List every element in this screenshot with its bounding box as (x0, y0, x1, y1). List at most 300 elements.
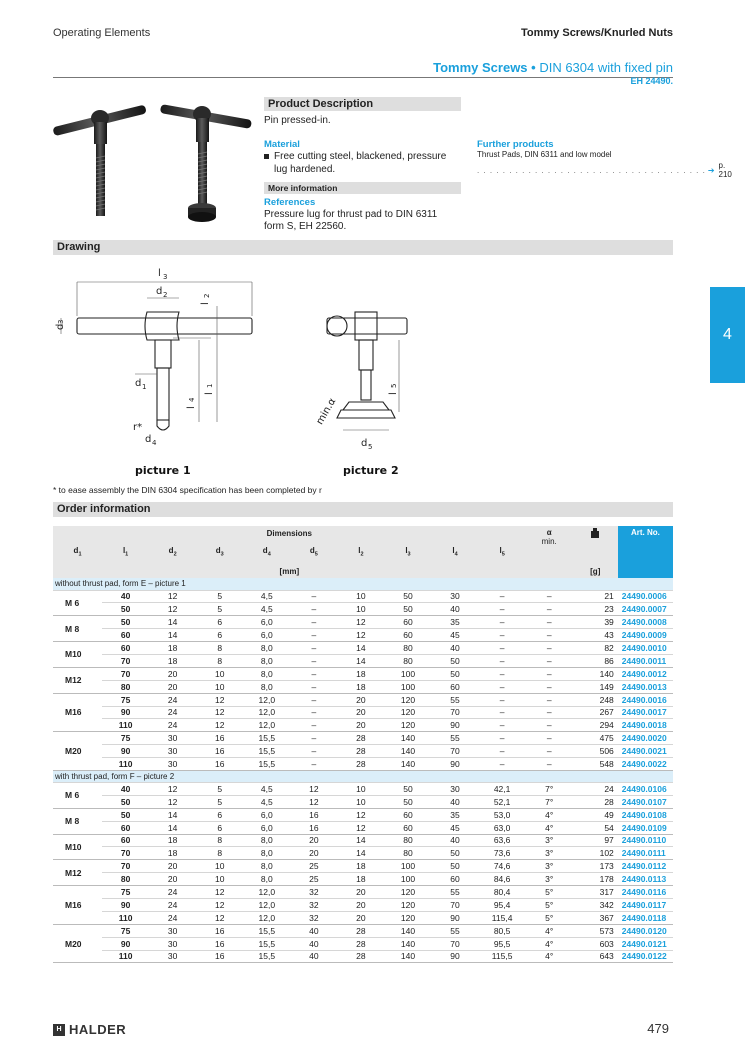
value-cell: – (290, 590, 337, 603)
value-cell: 4° (526, 821, 573, 834)
value-cell: 70 (432, 745, 479, 758)
value-cell: 40 (290, 937, 337, 950)
value-cell: 50 (384, 795, 431, 808)
weight-cell: 86 (573, 654, 618, 667)
value-cell: 8,0 (243, 642, 290, 655)
weight-unit-label: [g] (573, 564, 618, 578)
article-number-link[interactable]: 24490.0016 (618, 693, 673, 706)
brand-name: HALDER (69, 1022, 127, 1037)
length-cell: 90 (102, 706, 149, 719)
value-cell: 120 (384, 898, 431, 911)
value-cell: 15,5 (243, 924, 290, 937)
value-cell: 4° (526, 924, 573, 937)
value-cell: 40 (290, 924, 337, 937)
drawing-footnote: * to ease assembly the DIN 6304 specification has been completed by r (53, 485, 322, 495)
value-cell: – (479, 603, 526, 616)
value-cell: 6 (196, 629, 243, 642)
further-products-heading: Further products (477, 139, 554, 150)
article-number-link[interactable]: 24490.0116 (618, 886, 673, 899)
product-description-text: Pin pressed-in. (264, 115, 331, 126)
value-cell: 30 (149, 950, 196, 963)
article-number-link[interactable]: 24490.0006 (618, 590, 673, 603)
value-cell: 18 (337, 667, 384, 680)
value-cell: 70 (432, 898, 479, 911)
value-cell: 24 (149, 706, 196, 719)
article-number-link[interactable]: 24490.0121 (618, 937, 673, 950)
column-header-d1: $d_1$ (53, 540, 102, 564)
value-cell: 42,1 (479, 782, 526, 795)
table-row (53, 860, 673, 873)
value-cell: 12 (149, 795, 196, 808)
weight-cell: 23 (573, 603, 618, 616)
weight-column-header (573, 540, 618, 564)
value-cell: 30 (149, 732, 196, 745)
weight-cell: 173 (573, 860, 618, 873)
value-cell: – (526, 590, 573, 603)
value-cell: 60 (384, 808, 431, 821)
length-cell: 40 (102, 590, 149, 603)
svg-text:1: 1 (206, 383, 214, 388)
value-cell: 30 (149, 758, 196, 771)
value-cell: 60 (384, 616, 431, 629)
thread-size-cell: M12 (53, 860, 102, 886)
thread-size-cell: M10 (53, 834, 102, 860)
value-cell: 60 (384, 821, 431, 834)
weight-cell: 43 (573, 629, 618, 642)
value-cell: 60 (432, 680, 479, 693)
length-cell: 40 (102, 782, 149, 795)
value-cell: 4,5 (243, 795, 290, 808)
length-cell: 60 (102, 642, 149, 655)
value-cell: 20 (149, 667, 196, 680)
thread-size-cell: M 8 (53, 808, 102, 834)
value-cell: 40 (290, 950, 337, 963)
value-cell: 30 (432, 590, 479, 603)
value-cell: – (479, 706, 526, 719)
value-cell: – (526, 667, 573, 680)
value-cell: – (526, 603, 573, 616)
value-cell: – (290, 719, 337, 732)
length-cell: 70 (102, 654, 149, 667)
weight-header (573, 526, 618, 540)
length-cell: 80 (102, 680, 149, 693)
value-cell: 140 (384, 732, 431, 745)
value-cell: 30 (432, 782, 479, 795)
weight-cell: 294 (573, 719, 618, 732)
value-cell: – (479, 745, 526, 758)
further-products-link[interactable] (477, 161, 732, 179)
value-cell: 14 (149, 616, 196, 629)
value-cell: 120 (384, 693, 431, 706)
value-cell: 4,5 (243, 590, 290, 603)
article-number-link[interactable]: 24490.0011 (618, 654, 673, 667)
svg-text:3: 3 (57, 319, 65, 324)
references-line-2: form S, EH 22560. (264, 221, 347, 232)
value-cell: 12 (337, 616, 384, 629)
value-cell: 32 (290, 911, 337, 924)
value-cell: 12 (337, 808, 384, 821)
value-cell: 50 (384, 590, 431, 603)
value-cell: 14 (337, 834, 384, 847)
length-cell: 110 (102, 719, 149, 732)
value-cell: – (479, 667, 526, 680)
length-cell: 80 (102, 873, 149, 886)
chapter-tab[interactable]: 4 (710, 287, 745, 383)
svg-text:r*: r* (133, 422, 143, 433)
value-cell: 16 (290, 808, 337, 821)
article-number-link[interactable]: 24490.0009 (618, 629, 673, 642)
value-cell: 12,0 (243, 693, 290, 706)
value-cell: 20 (337, 719, 384, 732)
value-cell: 80 (384, 847, 431, 860)
value-cell: – (479, 629, 526, 642)
value-cell: 12 (290, 782, 337, 795)
svg-text:min.α: min.α (314, 396, 339, 427)
svg-text:2: 2 (163, 291, 168, 299)
weight-cell: 506 (573, 745, 618, 758)
value-cell: 18 (149, 642, 196, 655)
product-title (433, 60, 673, 75)
article-number-link[interactable]: 24490.0120 (618, 924, 673, 937)
value-cell: – (290, 603, 337, 616)
value-cell: 8 (196, 834, 243, 847)
header-section-title: Operating Elements (53, 27, 151, 39)
value-cell: 16 (196, 924, 243, 937)
value-cell: 8,0 (243, 667, 290, 680)
value-cell: 6 (196, 808, 243, 821)
value-cell: 6,0 (243, 629, 290, 642)
value-cell: – (479, 719, 526, 732)
table-row (53, 680, 673, 693)
value-cell: 16 (196, 937, 243, 950)
length-cell: 90 (102, 898, 149, 911)
length-cell: 75 (102, 693, 149, 706)
length-cell: 60 (102, 834, 149, 847)
length-cell: 90 (102, 745, 149, 758)
value-cell: 5 (196, 782, 243, 795)
value-cell: 35 (432, 616, 479, 629)
length-cell: 70 (102, 667, 149, 680)
value-cell: 10 (337, 795, 384, 808)
value-cell: – (290, 745, 337, 758)
value-cell: 115,4 (479, 911, 526, 924)
halder-logo-icon: H (53, 1024, 65, 1036)
references-line-1: Pressure lug for thrust pad to DIN 6311 (264, 209, 438, 220)
value-cell: 100 (384, 667, 431, 680)
value-cell: 14 (149, 821, 196, 834)
value-cell: 6 (196, 821, 243, 834)
value-cell: 18 (337, 860, 384, 873)
value-cell: 40 (432, 603, 479, 616)
value-cell: 60 (384, 629, 431, 642)
value-cell: 95,5 (479, 937, 526, 950)
table-row (53, 693, 673, 706)
table-row (53, 629, 673, 642)
length-cell: 110 (102, 950, 149, 963)
value-cell: 14 (337, 847, 384, 860)
table-row (53, 706, 673, 719)
value-cell: – (526, 616, 573, 629)
value-cell: 3° (526, 860, 573, 873)
value-cell: 16 (196, 732, 243, 745)
article-number-link[interactable]: 24490.0012 (618, 667, 673, 680)
value-cell: 120 (384, 886, 431, 899)
svg-text:4: 4 (152, 439, 157, 447)
value-cell: 5° (526, 898, 573, 911)
value-cell: 45 (432, 821, 479, 834)
article-number-link[interactable]: 24490.0017 (618, 706, 673, 719)
value-cell: 12,0 (243, 706, 290, 719)
value-cell: 15,5 (243, 758, 290, 771)
value-cell: 40 (432, 795, 479, 808)
thread-size-cell: M 8 (53, 616, 102, 642)
weight-cell: 140 (573, 667, 618, 680)
value-cell: 8,0 (243, 654, 290, 667)
length-cell: 70 (102, 860, 149, 873)
weight-cell: 342 (573, 898, 618, 911)
value-cell: 74,6 (479, 860, 526, 873)
value-cell: 100 (384, 873, 431, 886)
more-information-heading: More information (264, 182, 461, 194)
length-cell: 50 (102, 808, 149, 821)
article-number-link[interactable]: 24490.0108 (618, 808, 673, 821)
article-number-link[interactable]: 24490.0109 (618, 821, 673, 834)
value-cell: 24 (149, 898, 196, 911)
article-number-link[interactable]: 24490.0112 (618, 860, 673, 873)
article-number-link[interactable]: 24490.0113 (618, 873, 673, 886)
value-cell: 20 (337, 706, 384, 719)
value-cell: 6,0 (243, 821, 290, 834)
table-row (53, 937, 673, 950)
value-cell: 50 (432, 667, 479, 680)
value-cell: 50 (432, 860, 479, 873)
weight-cell: 475 (573, 732, 618, 745)
weight-cell: 248 (573, 693, 618, 706)
value-cell: 24 (149, 693, 196, 706)
article-number-link[interactable]: 24490.0020 (618, 732, 673, 745)
value-cell: 12 (196, 911, 243, 924)
value-cell: 12 (196, 719, 243, 732)
length-cell: 110 (102, 911, 149, 924)
value-cell: 140 (384, 950, 431, 963)
order-table (53, 526, 673, 963)
value-cell: – (479, 654, 526, 667)
value-cell: 53,0 (479, 808, 526, 821)
table-row (53, 745, 673, 758)
value-cell: 28 (337, 950, 384, 963)
value-cell: 12 (337, 821, 384, 834)
material-line-2: lug hardened. (274, 163, 336, 175)
value-cell: 20 (290, 834, 337, 847)
value-cell: 15,5 (243, 950, 290, 963)
value-cell: 14 (149, 629, 196, 642)
value-cell: 73,6 (479, 847, 526, 860)
value-cell: 140 (384, 924, 431, 937)
length-cell: 75 (102, 886, 149, 899)
value-cell: 80 (384, 834, 431, 847)
value-cell: 50 (432, 847, 479, 860)
group-title: without thrust pad, form E – picture 1 (53, 578, 673, 590)
svg-text:5: 5 (368, 443, 373, 451)
value-cell: 3° (526, 847, 573, 860)
value-cell: 12 (290, 795, 337, 808)
value-cell: 24 (149, 719, 196, 732)
value-cell: 100 (384, 860, 431, 873)
value-cell: – (526, 745, 573, 758)
bullet-square-icon (264, 154, 269, 159)
table-row (53, 795, 673, 808)
page-number: 479 (647, 1021, 669, 1036)
value-cell: 55 (432, 693, 479, 706)
table-row (53, 782, 673, 795)
table-row (53, 821, 673, 834)
table-row (53, 950, 673, 963)
column-header-l5: $l_5$ (479, 540, 526, 564)
value-cell: 80,5 (479, 924, 526, 937)
value-cell: 80 (384, 654, 431, 667)
weight-cell: 643 (573, 950, 618, 963)
article-number-link[interactable]: 24490.0107 (618, 795, 673, 808)
value-cell: 28 (337, 937, 384, 950)
value-cell: 5° (526, 911, 573, 924)
value-cell: 95,4 (479, 898, 526, 911)
length-cell: 50 (102, 795, 149, 808)
column-header-d4: $d_4$ (243, 540, 290, 564)
value-cell: 45 (432, 629, 479, 642)
value-cell: 70 (432, 937, 479, 950)
length-cell: 75 (102, 924, 149, 937)
weight-cell: 97 (573, 834, 618, 847)
length-cell: 90 (102, 937, 149, 950)
order-table-body (53, 578, 673, 963)
value-cell: 10 (337, 603, 384, 616)
table-row (53, 758, 673, 771)
value-cell: 20 (149, 680, 196, 693)
weight-cell: 82 (573, 642, 618, 655)
halder-logo (53, 1022, 126, 1037)
column-header-l2: $l_2$ (337, 540, 384, 564)
value-cell: 28 (337, 758, 384, 771)
value-cell: 63,0 (479, 821, 526, 834)
article-number-link[interactable]: 24490.0106 (618, 782, 673, 795)
length-cell: 60 (102, 821, 149, 834)
value-cell: 30 (149, 937, 196, 950)
value-cell: – (479, 616, 526, 629)
value-cell: 12 (149, 590, 196, 603)
value-cell: 20 (149, 873, 196, 886)
value-cell: 18 (337, 873, 384, 886)
value-cell: 55 (432, 924, 479, 937)
article-number-link[interactable]: 24490.0022 (618, 758, 673, 771)
value-cell: 10 (337, 782, 384, 795)
drawing-heading: Drawing (53, 240, 673, 255)
value-cell: – (479, 590, 526, 603)
svg-text:d: d (361, 438, 368, 449)
value-cell: 15,5 (243, 732, 290, 745)
thread-size-cell: M 6 (53, 590, 102, 616)
length-cell: 50 (102, 603, 149, 616)
value-cell: 12 (337, 629, 384, 642)
column-header-d2: $d_2$ (149, 540, 196, 564)
table-row (53, 847, 673, 860)
value-cell: – (290, 629, 337, 642)
value-cell: 55 (432, 732, 479, 745)
svg-text:5: 5 (390, 383, 398, 388)
group-row (53, 770, 673, 782)
value-cell: 6 (196, 616, 243, 629)
table-row (53, 719, 673, 732)
table-row (53, 667, 673, 680)
article-number-link[interactable]: 24490.0118 (618, 911, 673, 924)
alpha-label: α (546, 528, 552, 537)
weight-cell: 603 (573, 937, 618, 950)
svg-text:d: d (156, 286, 163, 297)
weight-cell: 573 (573, 924, 618, 937)
value-cell: 12,0 (243, 911, 290, 924)
table-row (53, 834, 673, 847)
value-cell: 8,0 (243, 860, 290, 873)
value-cell: – (526, 693, 573, 706)
article-number-link[interactable]: 24490.0021 (618, 745, 673, 758)
table-row (53, 590, 673, 603)
value-cell: 40 (432, 642, 479, 655)
value-cell: 18 (337, 680, 384, 693)
article-number-link[interactable]: 24490.0013 (618, 680, 673, 693)
value-cell: 18 (149, 654, 196, 667)
length-cell: 50 (102, 616, 149, 629)
article-number-link[interactable]: 24490.0122 (618, 950, 673, 963)
value-cell: 20 (290, 847, 337, 860)
article-number-link[interactable]: 24490.0111 (618, 847, 673, 860)
weight-cell: 28 (573, 795, 618, 808)
value-cell: 8,0 (243, 680, 290, 693)
article-number-link[interactable]: 24490.0018 (618, 719, 673, 732)
group-title: with thrust pad, form F – picture 2 (53, 770, 673, 782)
value-cell: 55 (432, 886, 479, 899)
article-number-link[interactable]: 24490.0007 (618, 603, 673, 616)
product-photo (52, 96, 252, 231)
alpha-unit-cell (526, 564, 573, 578)
weight-cell: 24 (573, 782, 618, 795)
further-products-text: Thrust Pads, DIN 6311 and low model (477, 150, 612, 159)
value-cell: 12,0 (243, 719, 290, 732)
svg-text:l: l (388, 392, 399, 395)
value-cell: 12 (196, 693, 243, 706)
article-number-link[interactable]: 24490.0110 (618, 834, 673, 847)
alpha-sub-label: min. (541, 537, 557, 546)
value-cell: 20 (337, 886, 384, 899)
table-row (53, 603, 673, 616)
value-cell: 20 (337, 693, 384, 706)
svg-text:l: l (200, 302, 211, 305)
column-header-d5: $d_5$ (290, 540, 337, 564)
value-cell: 90 (432, 911, 479, 924)
article-number-link[interactable]: 24490.0008 (618, 616, 673, 629)
value-cell: – (290, 758, 337, 771)
article-number-link[interactable]: 24490.0010 (618, 642, 673, 655)
value-cell: 12,0 (243, 898, 290, 911)
value-cell: 4,5 (243, 782, 290, 795)
references-text (264, 209, 464, 233)
column-header-l3: $l_3$ (384, 540, 431, 564)
value-cell: 10 (196, 860, 243, 873)
value-cell: 5° (526, 886, 573, 899)
value-cell: 8 (196, 847, 243, 860)
value-cell: 63,6 (479, 834, 526, 847)
value-cell: 5 (196, 795, 243, 808)
article-number-link[interactable]: 24490.0117 (618, 898, 673, 911)
value-cell: 120 (384, 719, 431, 732)
